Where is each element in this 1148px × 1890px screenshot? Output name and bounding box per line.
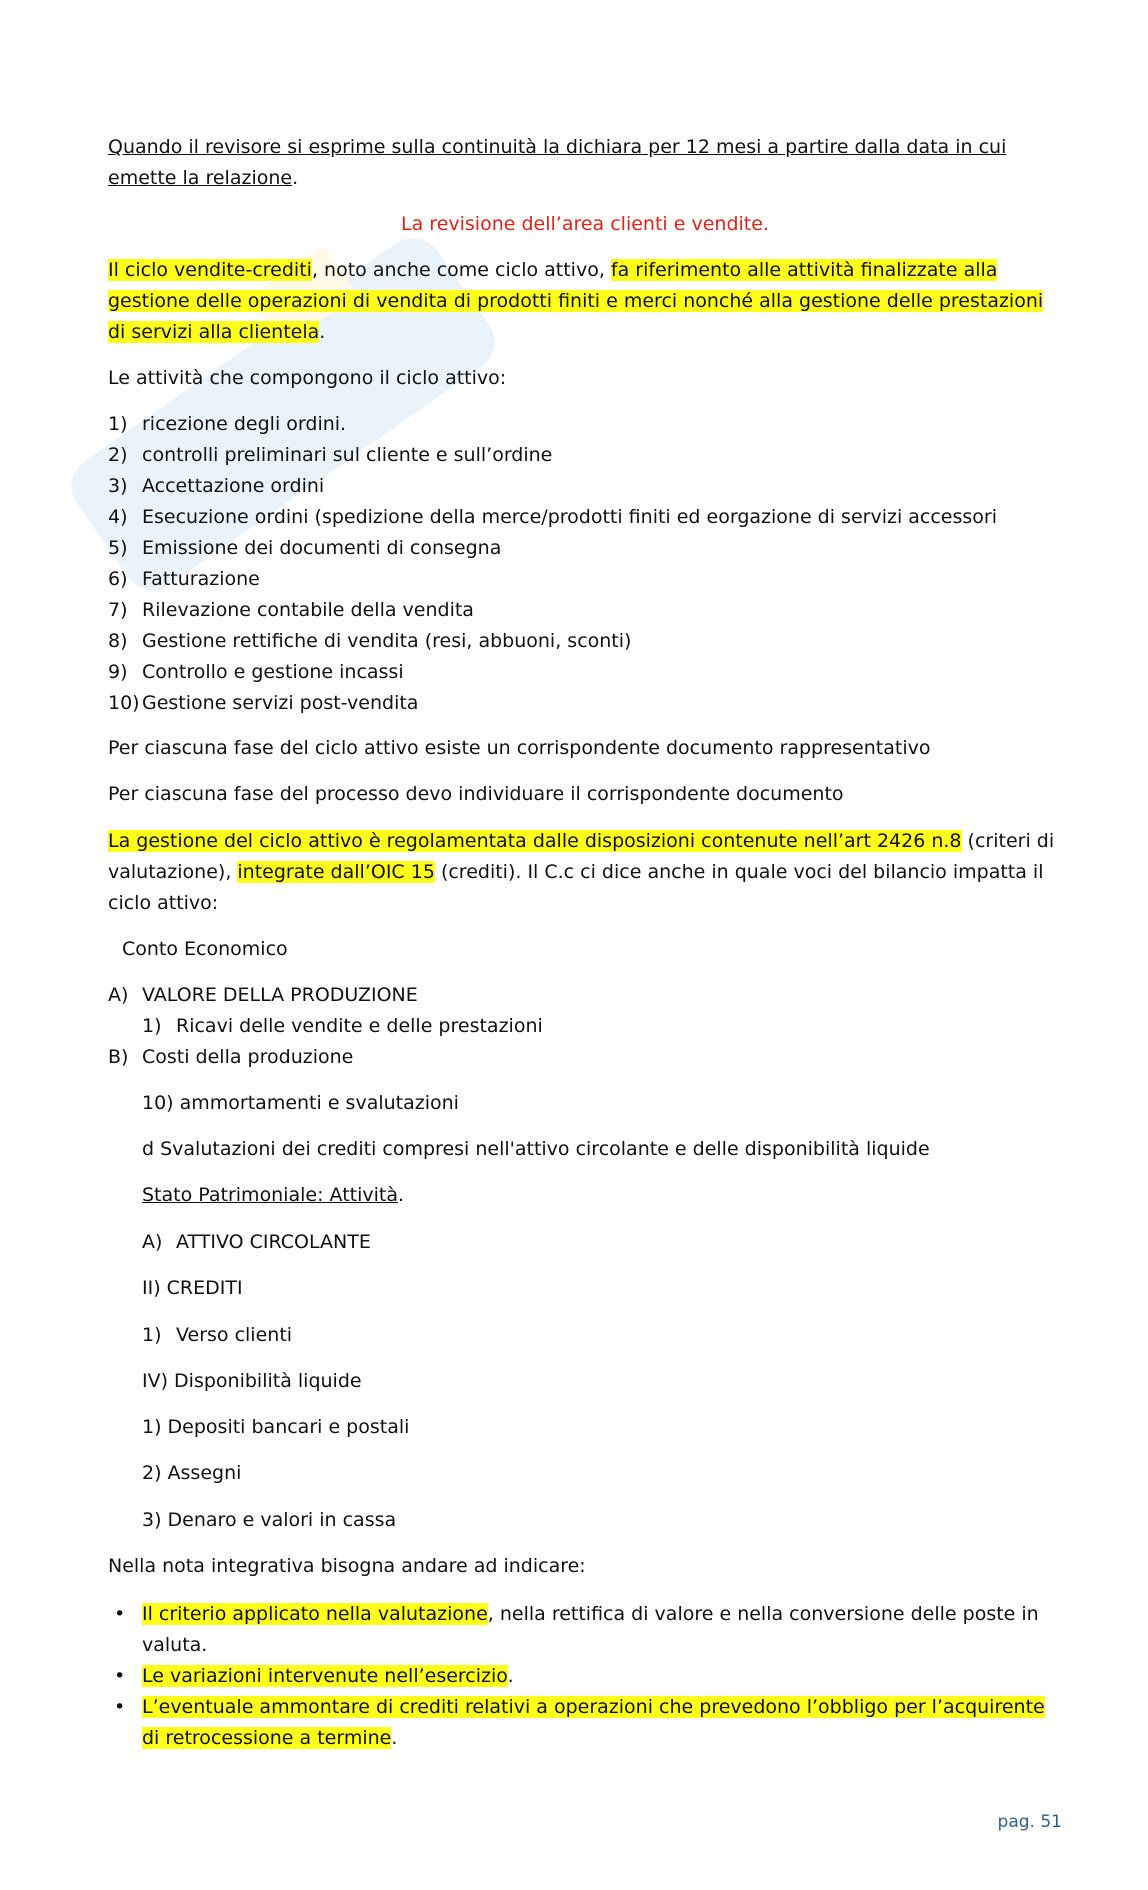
ce-b-list [108, 1042, 1062, 1073]
sp-iv1: 1) Depositi bancari e postali [142, 1416, 410, 1438]
list-item: • L’eventuale ammontare di crediti relativi a operazioni che prevedono l’obbligo per l’acquirente di retrocessione a termine. [114, 1696, 1045, 1749]
ce-b10: 10) ammortamenti e svalutazioni [142, 1092, 459, 1114]
list-item: 9) Controllo e gestione incassi [108, 661, 404, 683]
activities-intro: Le attività che compongono il ciclo attivo: [108, 367, 507, 389]
intro-paragraph: Quando il revisore si esprime sulla continuità la dichiara per 12 mesi a partire dalla data in cui emette la relazione. [108, 136, 1007, 189]
activities-list [108, 409, 1062, 719]
list-item: 6) Fatturazione [108, 568, 260, 590]
list-item: 1) ricezione degli ordini. [108, 413, 347, 435]
sp-ii1-list [142, 1320, 1062, 1351]
gestione-paragraph: La gestione del ciclo attivo è regolamentata dalle disposizioni contenute nell’art 2426 n.8 (criteri di valutazione), integrate dall’OIC 15 (crediti). Il C.c ci dice anche in quale voci del bilancio impatta il ciclo attivo: [108, 830, 1055, 914]
sp-title: Stato Patrimoniale: Attività. [142, 1184, 405, 1206]
section-title: La revisione dell’area clienti e vendite. [401, 213, 769, 235]
nota-list [108, 1599, 1062, 1754]
list-item: 3) Accettazione ordini [108, 475, 325, 497]
list-item: 10) Gestione servizi post-vendita [108, 692, 419, 714]
list-item: A) VALORE DELLA PRODUZIONE [108, 984, 418, 1006]
ciclo-paragraph: Il ciclo vendite-crediti, noto anche come ciclo attivo, fa riferimento alle attività finalizzate alla gestione delle operazioni di vendita di prodotti finiti e merci nonché alla gestione delle prestazioni di servizi alla clientela. [108, 259, 1044, 343]
list-item: A) ATTIVO CIRCOLANTE [142, 1231, 371, 1253]
list-item: • Le variazioni intervenute nell’esercizio. [114, 1665, 514, 1687]
sp-iv2: 2) Assegni [142, 1462, 242, 1484]
list-item: 4) Esecuzione ordini (spedizione della merce/prodotti finiti ed eorgazione di servizi accessori [108, 506, 997, 528]
conto-economico-heading: Conto Economico [122, 938, 288, 960]
ce-bd: d Svalutazioni dei crediti compresi nell'attivo circolante e delle disponibilità liquide [142, 1138, 930, 1160]
nota-intro: Nella nota integrativa bisogna andare ad indicare: [108, 1555, 586, 1577]
intro-text: Quando il revisore si esprime sulla continuità la dichiara per 12 mesi a partire dalla data in cui emette la relazione [108, 136, 1007, 189]
doc-paragraph-2: Per ciascuna fase del processo devo individuare il corrispondente documento [108, 783, 844, 805]
list-item: 7) Rilevazione contabile della vendita [108, 599, 474, 621]
list-item: B) Costi della produzione [108, 1046, 354, 1068]
list-item: • Il criterio applicato nella valutazione, nella rettifica di valore e nella conversione delle poste in valuta. [114, 1603, 1039, 1656]
list-item: 8) Gestione rettifiche di vendita (resi, abbuoni, sconti) [108, 630, 632, 652]
list-item: 1) Ricavi delle vendite e delle prestazioni [142, 1015, 543, 1037]
page-number: pag. 51 [997, 1812, 1062, 1832]
sp-iv: IV) Disponibilità liquide [142, 1370, 362, 1392]
ce-a-list [108, 980, 1062, 1011]
list-item: 1) Verso clienti [142, 1324, 293, 1346]
list-item: 2) controlli preliminari sul cliente e sull’ordine [108, 444, 553, 466]
doc-paragraph-1: Per ciascuna fase del ciclo attivo esiste un corrispondente documento rappresentativo [108, 737, 931, 759]
sp-a-list [142, 1227, 1062, 1258]
list-item: 5) Emissione dei documenti di consegna [108, 537, 502, 559]
sp-ii: II) CREDITI [142, 1277, 243, 1299]
sp-iv3: 3) Denaro e valori in cassa [142, 1509, 397, 1531]
ce-a1-list [142, 1011, 1062, 1042]
